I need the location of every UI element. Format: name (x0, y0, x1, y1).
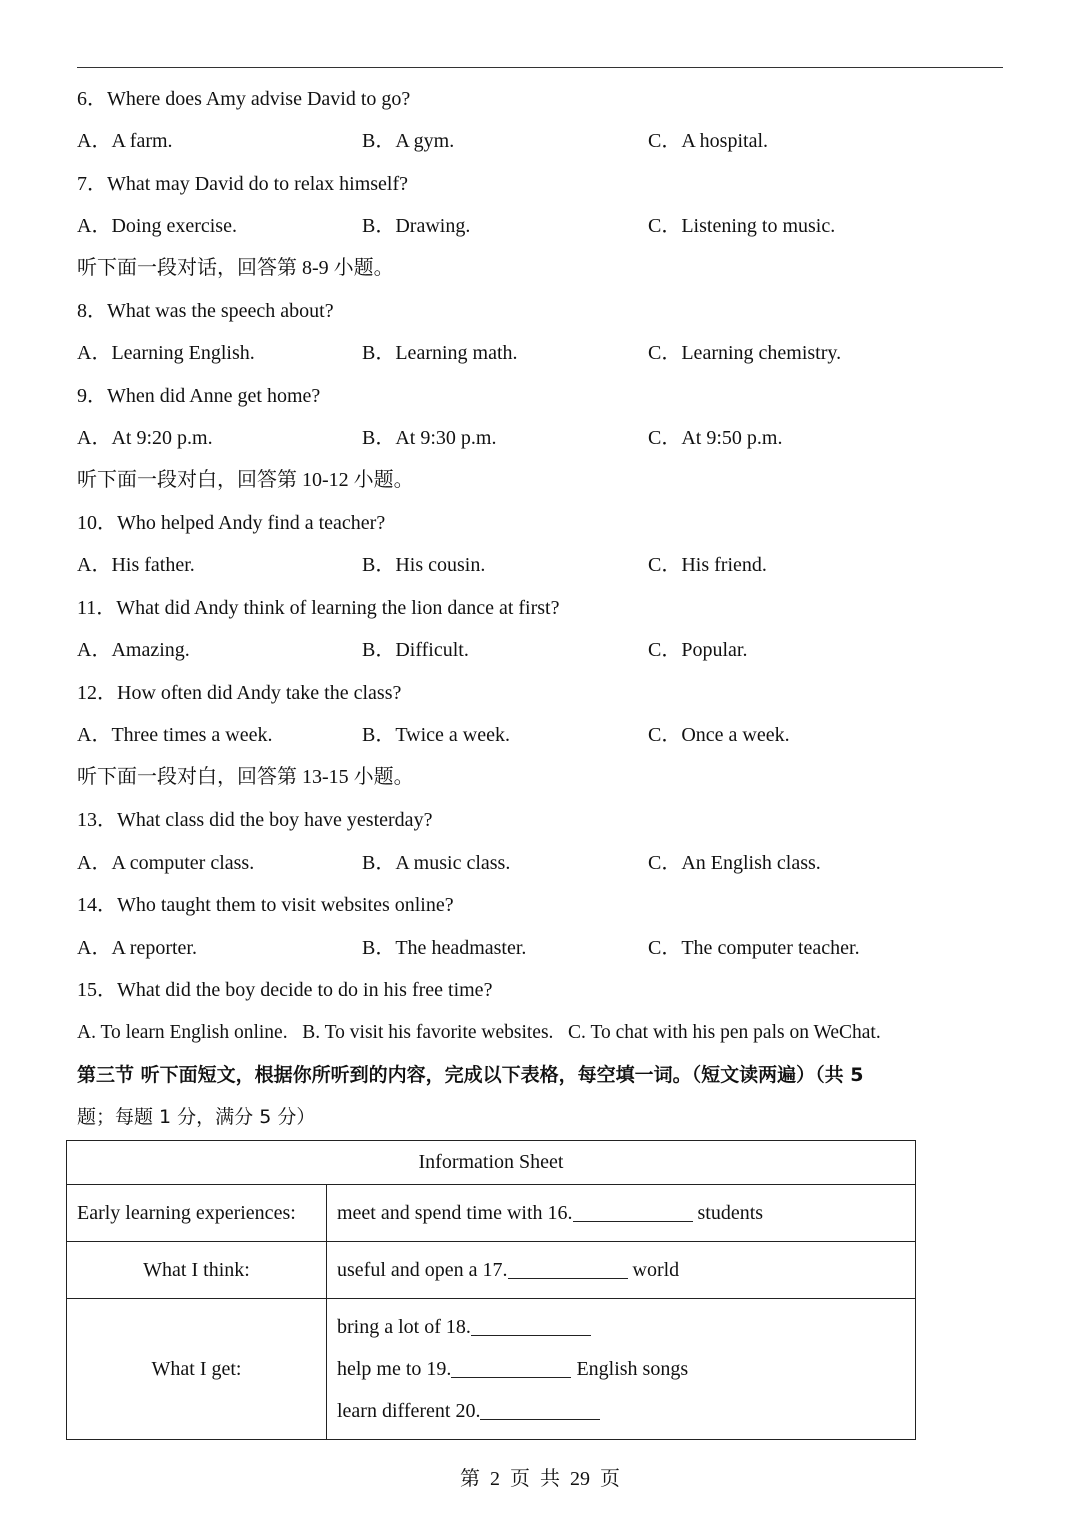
q14-option-a: A．A reporter. (77, 937, 197, 959)
question-7: 7．What may David do to relax himself? (77, 173, 409, 195)
section3-heading-cont: 题；每题 1 分，满分 5 分） (77, 1106, 316, 1128)
blank-18[interactable] (471, 1317, 591, 1336)
q9-option-a: A．At 9:20 p.m. (77, 427, 213, 449)
q11-option-b: B．Difficult. (362, 639, 469, 661)
row-early-learning-label: Early learning experiences: (67, 1185, 327, 1242)
row-early-learning-value: meet and spend time with 16. students (327, 1185, 916, 1242)
question-8: 8．What was the speech about? (77, 300, 334, 322)
q13-option-a: A．A computer class. (77, 852, 255, 874)
question-15: 15．What did the boy decide to do in his free time? (77, 979, 493, 1001)
question-12: 12．How often did Andy take the class? (77, 682, 402, 704)
question-14: 14．Who taught them to visit websites online? (77, 894, 454, 916)
top-rule (77, 67, 1003, 68)
q13-option-c: C．An English class. (648, 852, 821, 874)
q8-option-b: B．Learning math. (362, 342, 518, 364)
q6-option-a: A．A farm. (77, 130, 173, 152)
what-i-get-line-20: learn different 20. (337, 1390, 905, 1432)
q11-option-a: A．Amazing. (77, 639, 190, 661)
question-6: 6．Where does Amy advise David to go? (77, 88, 411, 110)
question-10: 10．Who helped Andy find a teacher? (77, 512, 386, 534)
q14-option-c: C．The computer teacher. (648, 937, 860, 959)
blank-20[interactable] (480, 1401, 600, 1420)
q9-option-b: B．At 9:30 p.m. (362, 427, 497, 449)
what-i-get-line-19: help me to 19. English songs (337, 1358, 689, 1380)
question-9: 9．When did Anne get home? (77, 385, 321, 407)
q10-option-b: B．His cousin. (362, 554, 486, 576)
q9-option-c: C．At 9:50 p.m. (648, 427, 783, 449)
q12-option-c: C．Once a week. (648, 724, 790, 746)
instruction-13-15: 听下面一段对白，回答第 13-15 小题。 (77, 766, 414, 788)
q7-option-a: A．Doing exercise. (77, 215, 237, 237)
row-what-i-get-value (327, 1299, 916, 1440)
information-sheet-table (66, 1140, 916, 1440)
instruction-10-12: 听下面一段对白，回答第 10-12 小题。 (77, 469, 414, 491)
q12-option-b: B．Twice a week. (362, 724, 510, 746)
q12-option-a: A．Three times a week. (77, 724, 273, 746)
question-11: 11．What did Andy think of learning the lion dance at first? (77, 597, 560, 619)
q8-option-c: C．Learning chemistry. (648, 342, 842, 364)
blank-17[interactable] (508, 1260, 628, 1279)
row-what-i-get-label: What I get: (67, 1299, 327, 1440)
blank-19[interactable] (451, 1359, 571, 1378)
q6-option-c: C．A hospital. (648, 130, 769, 152)
what-i-get-line-18: bring a lot of 18. (337, 1306, 905, 1348)
q13-option-b: B．A music class. (362, 852, 511, 874)
q15-options: A. To learn English online. B. To visit his favorite websites. C. To chat with his pen pals on WeChat. (77, 1022, 881, 1043)
q10-option-c: C．His friend. (648, 554, 767, 576)
q7-option-b: B．Drawing. (362, 215, 471, 237)
instruction-8-9: 听下面一段对话，回答第 8-9 小题。 (77, 257, 394, 279)
row-what-i-think-label: What I think: (67, 1242, 327, 1299)
section3-heading: 第三节 听下面短文，根据你所听到的内容，完成以下表格，每空填一词。（短文读两遍）（共 5 (77, 1064, 864, 1086)
blank-16[interactable] (573, 1203, 693, 1222)
row-what-i-think-value: useful and open a 17. world (327, 1242, 916, 1299)
q8-option-a: A．Learning English. (77, 342, 255, 364)
q11-option-c: C．Popular. (648, 639, 748, 661)
q10-option-a: A．His father. (77, 554, 195, 576)
q14-option-b: B．The headmaster. (362, 937, 527, 959)
q6-option-b: B．A gym. (362, 130, 455, 152)
q7-option-c: C．Listening to music. (648, 215, 836, 237)
page-footer: 第 2 页 共 29 页 (460, 1468, 620, 1490)
table-title: Information Sheet (67, 1141, 916, 1185)
question-13: 13．What class did the boy have yesterday? (77, 809, 433, 831)
